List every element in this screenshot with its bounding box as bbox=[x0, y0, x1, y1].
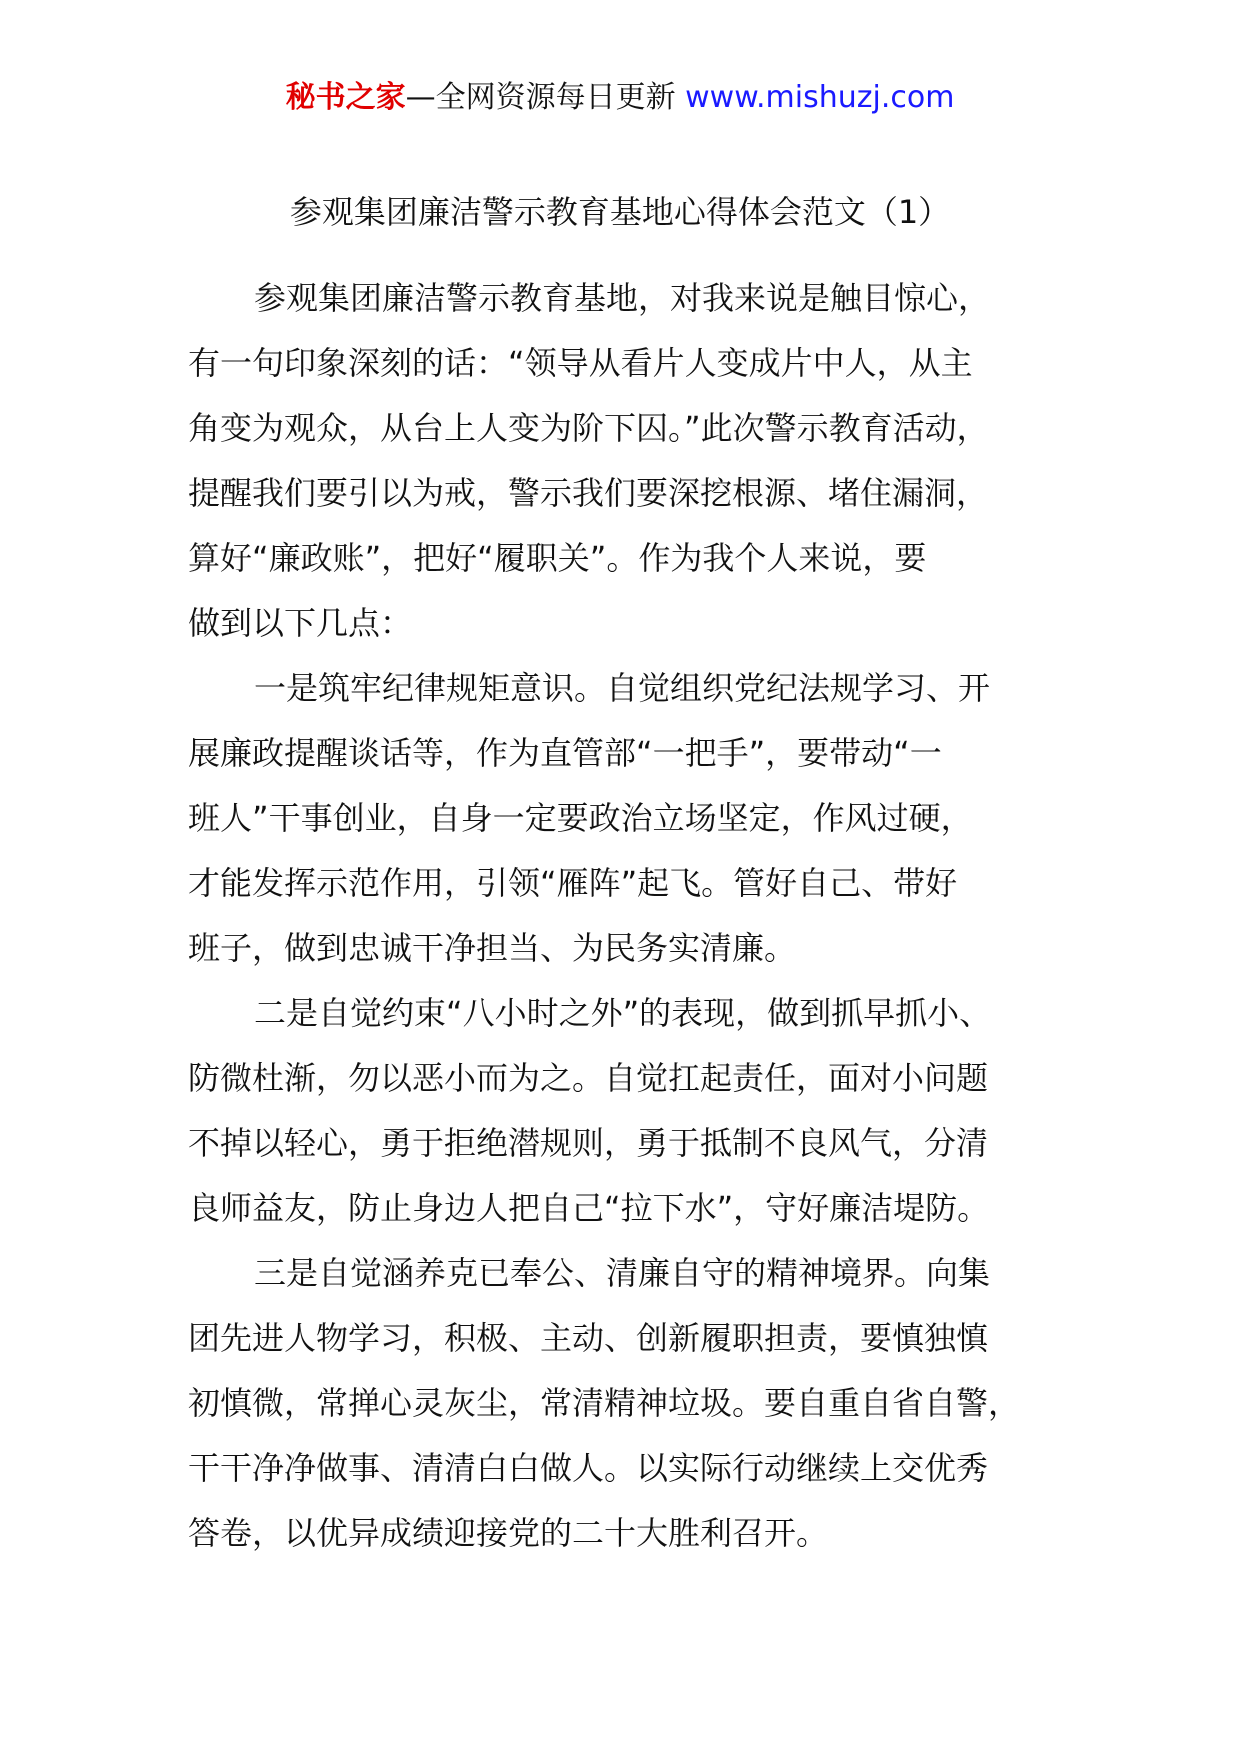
brand-name: 秘书之家 bbox=[285, 80, 406, 115]
paragraph-intro bbox=[188, 266, 1058, 656]
text-line: 算好“廉政账”，把好“履职关”。作为我个人来说，要 bbox=[188, 539, 927, 577]
header-tagline: —全网资源每日更新 bbox=[405, 80, 686, 115]
document-body bbox=[188, 266, 1058, 1566]
paragraph-point-three bbox=[188, 1241, 1058, 1566]
text-line: 答卷，以优异成绩迎接党的二十大胜利召开。 bbox=[188, 1514, 829, 1552]
text-line: 干干净净做事、清清白白做人。以实际行动继续上交优秀 bbox=[188, 1449, 989, 1487]
text-line: 三是自觉涵养克已奉公、清廉自守的精神境界。向集 bbox=[254, 1254, 991, 1292]
text-line: 参观集团廉洁警示教育基地，对我来说是触目惊心， bbox=[254, 279, 991, 317]
paragraph-point-one bbox=[188, 656, 1058, 981]
text-line: 有一句印象深刻的话：“领导从看片人变成片中人，从主 bbox=[188, 344, 973, 382]
page-header bbox=[0, 78, 1240, 118]
text-line: 提醒我们要引以为戒，警示我们要深挖根源、堵住漏洞， bbox=[188, 474, 989, 512]
text-line: 防微杜渐，勿以恶小而为之。自觉扛起责任，面对小问题 bbox=[188, 1059, 989, 1097]
document-title: 参观集团廉洁警示教育基地心得体会范文（1） bbox=[289, 193, 951, 231]
text-line: 一是筑牢纪律规矩意识。自觉组织党纪法规学习、开 bbox=[254, 669, 991, 707]
text-line: 初慎微，常掸心灵灰尘，常清精神垃圾。要自重自省自警， bbox=[188, 1384, 1021, 1422]
text-line: 展廉政提醒谈话等，作为直管部“一把手”，要带动“一 bbox=[188, 734, 942, 772]
text-line: 班人”干事创业，自身一定要政治立场坚定，作风过硬， bbox=[188, 799, 973, 837]
site-url-link[interactable]: www.mishuzj.com bbox=[685, 80, 955, 115]
text-line: 做到以下几点： bbox=[188, 604, 413, 642]
text-line: 班子，做到忠诚干净担当、为民务实清廉。 bbox=[188, 929, 797, 967]
text-line: 不掉以轻心，勇于拒绝潜规则，勇于抵制不良风气，分清 bbox=[188, 1124, 989, 1162]
text-line: 才能发挥示范作用，引领“雁阵”起飞。管好自己、带好 bbox=[188, 864, 958, 902]
text-line: 良师益友，防止身边人把自己“拉下水”，守好廉洁堤防。 bbox=[188, 1189, 990, 1227]
text-line: 团先进人物学习，积极、主动、创新履职担责，要慎独慎 bbox=[188, 1319, 989, 1357]
paragraph-point-two bbox=[188, 981, 1058, 1241]
text-line: 二是自觉约束“八小时之外”的表现，做到抓早抓小、 bbox=[254, 994, 992, 1032]
text-line: 角变为观众，从台上人变为阶下囚。”此次警示教育活动， bbox=[188, 409, 989, 447]
